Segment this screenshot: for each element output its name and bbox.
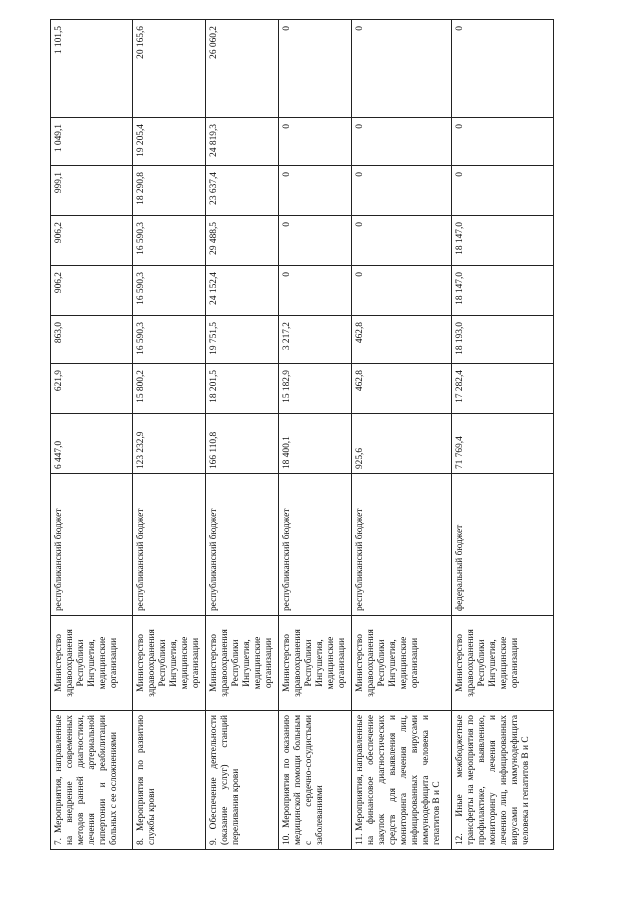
year-value: 0	[279, 266, 352, 316]
year-value: 24 152,4	[206, 266, 279, 316]
year-value: 0	[352, 266, 452, 316]
table-row	[279, 20, 352, 850]
measure-name: 12. Иные межбюджетные трансферты на мероприятия по профилактике, выявлению, мониторингу лечения и лечению лиц, инфицированных вирусами иммунодефицита человека и гепатитов В и С	[452, 711, 554, 850]
year-value: 0	[279, 118, 352, 166]
executor: Министерство здравоохранения Республики Ингушетия, медицинские организации	[133, 616, 206, 711]
measure-name: 10. Мероприятия по оказанию медицинской помощи больным с сердечно-сосудистыми заболеваниями	[279, 711, 352, 850]
year-value: 15 182,9	[279, 364, 352, 414]
year-value: 18 290,8	[133, 166, 206, 216]
year-value: 17 282,4	[452, 364, 554, 414]
year-value: 906,2	[51, 216, 133, 266]
year-value: 18 201,5	[206, 364, 279, 414]
year-value: 29 488,5	[206, 216, 279, 266]
year-value: 15 800,2	[133, 364, 206, 414]
year-value: 16 590,3	[133, 216, 206, 266]
year-value: 0	[352, 20, 452, 118]
executor: Министерство здравоохранения Республики Ингушетия, медицинские организации	[279, 616, 352, 711]
total-value: 925,6	[352, 414, 452, 474]
year-value: 0	[279, 20, 352, 118]
year-value: 24 819,3	[206, 118, 279, 166]
year-value: 0	[352, 118, 452, 166]
total-value: 6 447,0	[51, 414, 133, 474]
table-row	[206, 20, 279, 850]
funding-source: республиканский бюджет	[206, 474, 279, 616]
year-value: 1 101,5	[51, 20, 133, 118]
year-value: 0	[352, 216, 452, 266]
funding-source: республиканский бюджет	[51, 474, 133, 616]
year-value: 906,2	[51, 266, 133, 316]
year-value: 3 217,2	[279, 316, 352, 364]
table-row	[452, 20, 554, 850]
executor: Министерство здравоохранения Республики Ингушетия, медицинские организации	[452, 616, 554, 711]
year-value: 863,0	[51, 316, 133, 364]
total-value: 18 400,1	[279, 414, 352, 474]
measure-name: 8. Мероприятия по развитию службы крови	[133, 711, 206, 850]
rotated-page	[50, 20, 531, 850]
year-value: 18 147,0	[452, 216, 554, 266]
funding-source: республиканский бюджет	[133, 474, 206, 616]
year-value: 0	[279, 166, 352, 216]
year-value: 0	[452, 166, 554, 216]
year-value: 20 165,6	[133, 20, 206, 118]
year-value: 16 590,3	[133, 266, 206, 316]
year-value: 19 751,5	[206, 316, 279, 364]
executor: Министерство здравоохранения Республики Ингушетия, медицинские организации	[352, 616, 452, 711]
year-value: 23 637,4	[206, 166, 279, 216]
table-row	[51, 20, 133, 850]
year-value: 26 060,2	[206, 20, 279, 118]
year-value: 18 193,0	[452, 316, 554, 364]
year-value: 0	[279, 216, 352, 266]
year-value: 16 590,3	[133, 316, 206, 364]
measure-name: 11. Мероприятия, направленные на финансовое обеспечение закупок диагностических средств для выявления и мониторинга лечения лиц, инфицированных вирусами иммунодефицита человека и гепатитов В и С	[352, 711, 452, 850]
year-value: 0	[452, 20, 554, 118]
year-value: 462,8	[352, 364, 452, 414]
funding-source: республиканский бюджет	[279, 474, 352, 616]
year-value: 621,9	[51, 364, 133, 414]
table-row	[133, 20, 206, 850]
year-value: 999,1	[51, 166, 133, 216]
executor: Министерство здравоохранения Республики Ингушетия, медицинские организации	[51, 616, 133, 711]
year-value: 0	[352, 166, 452, 216]
year-value: 462,8	[352, 316, 452, 364]
year-value: 18 147,0	[452, 266, 554, 316]
total-value: 71 769,4	[452, 414, 554, 474]
year-value: 0	[452, 118, 554, 166]
total-value: 123 232,9	[133, 414, 206, 474]
funding-source: республиканский бюджет	[352, 474, 452, 616]
program-table	[50, 19, 554, 850]
funding-source: федеральный бюджет	[452, 474, 554, 616]
total-value: 166 110,8	[206, 414, 279, 474]
measure-name: 9. Обеспечение деятельности (оказание услуг) станций переливания крови	[206, 711, 279, 850]
table-row	[352, 20, 452, 850]
executor: Министерство здравоохранения Республики Ингушетия, медицинские организации	[206, 616, 279, 711]
measure-name: 7. Мероприятия, направленные на внедрение современных методов ранней диагностики, лечения артериальной гипертонии и реабилитации больных с ее осложнениями	[51, 711, 133, 850]
year-value: 1 049,1	[51, 118, 133, 166]
year-value: 19 205,4	[133, 118, 206, 166]
